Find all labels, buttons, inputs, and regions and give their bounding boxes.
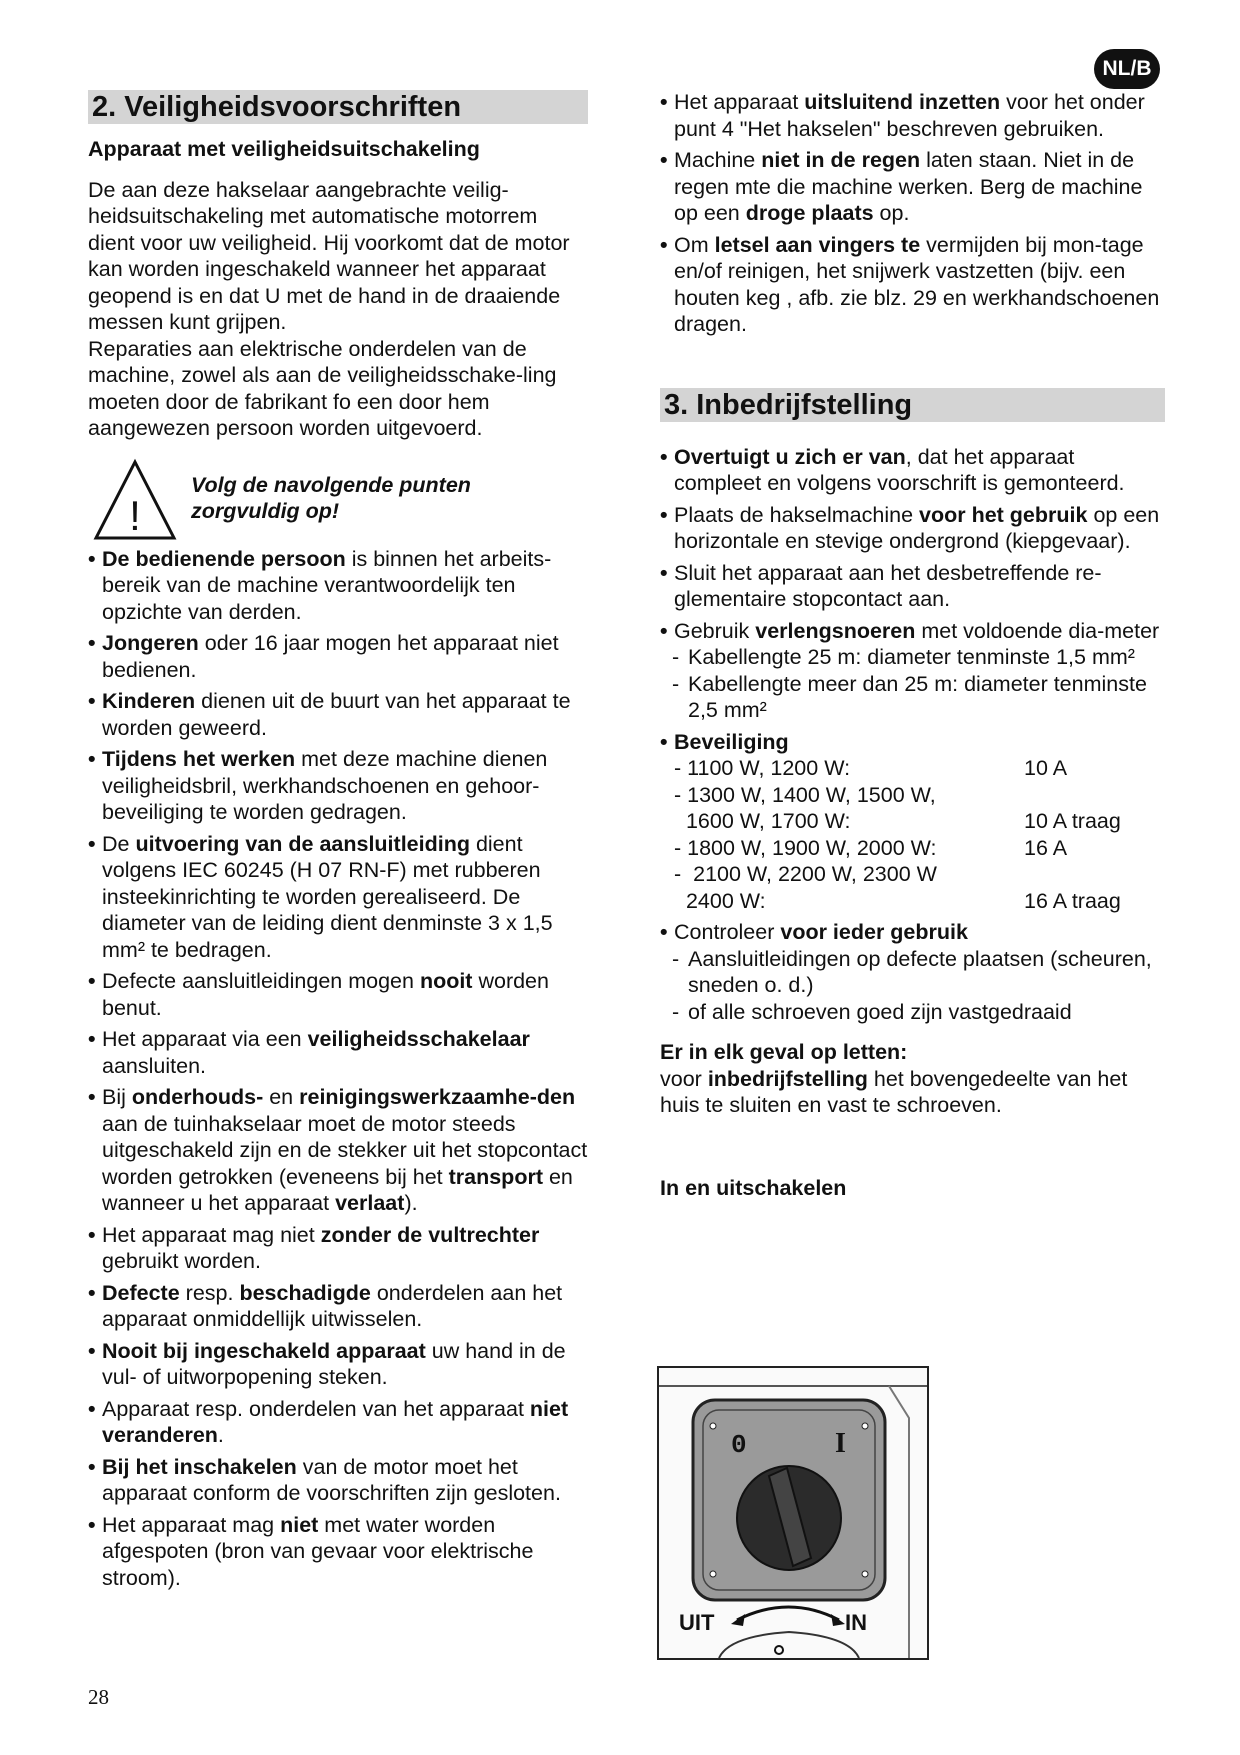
list-item: • Apparaat resp. onderdelen van het apparaat niet veranderen. [88,1396,588,1449]
list-item: • Machine niet in de regen laten staan. Niet in de regen mte die machine werken. Berg de machine op een droge plaats op. [660,147,1165,227]
list-item: - Kabellengte 25 m: diameter tenminste 1,5 mm² [672,645,1135,669]
attention-text: voor inbedrijfstelling het bovengedeelte van het huis te sluiten en vast te schroeven. [660,1066,1128,1117]
page-number: 28 [88,1685,109,1709]
safety-bullet-list-continued [660,89,1165,338]
section-title-commissioning: 3. Inbedrijfstelling [660,388,1165,422]
list-item: • Nooit bij ingeschakeld apparaat uw hand in de vul- of uitworpopening steken. [88,1338,588,1391]
fuse-bullet [660,729,1165,756]
cable-length-list [660,644,1165,724]
commissioning-bullet-list [660,444,1165,645]
fuse-row: - 1100 W, 1200 W: 10 A [674,756,1068,780]
list-item: • Bij het inschakelen van de motor moet het apparaat conform de voorschriften zijn gesloten. [88,1454,588,1507]
list-item: • Defecte resp. beschadigde onderdelen aan het apparaat onmiddellijk uitwisselen. [88,1280,588,1333]
fuse-row: - 2100 W, 2200 W, 2300 W [674,862,937,886]
fuse-row: 1600 W, 1700 W: 10 A traag [674,809,1121,833]
fuse-row: - 1800 W, 1900 W, 2000 W: 16 A [674,835,1068,860]
list-item: • Overtuigt u zich er van, dat het apparaat compleet en volgens voorschrift is gemonteerd. [660,444,1165,497]
list-item: • Sluit het apparaat aan het desbetreffende re-glementaire stopcontact aan. [660,560,1165,613]
rotation-arrow-icon [737,1607,839,1620]
list-item [660,729,1165,756]
list-item: • Het apparaat via een veiligheidsschakelaar aansluiten. [88,1026,588,1079]
switch-on-label: I [835,1428,846,1459]
list-item: • Tijdens het werken met deze machine dienen veiligheidsbril, werkhandschoenen en gehoor-beveiliging te worden gedragen. [88,746,588,826]
check-list [660,946,1165,1026]
switch-figure [657,1366,929,1660]
switch-uit-label: UIT [679,1610,715,1635]
list-item: • Plaats de hakselmachine voor het gebruik op een horizontale en stevige ondergrond (kiepgevaar). [660,502,1165,555]
switch-in-label: IN [845,1610,867,1635]
switch-heading: In en uitschakelen [660,1175,847,1200]
list-item: • Het apparaat mag niet met water worden afgespoten (bron van gevaar voor elektrische stroom). [88,1512,588,1592]
list-item: • Defecte aansluitleidingen mogen nooit worden benut. [88,968,588,1021]
list-item: • Bij onderhouds- en reinigingswerkzaamhe-den aan de tuinhakselaar moet de motor steeds uitgeschakeld zijn en de stekker uit het stopcontact worden getrokken (eveneens bij het transport en wanneer u het apparaat verlaat). [88,1084,588,1217]
list-item: • Controleer voor ieder gebruik [660,919,1165,946]
list-item: • De bedienende persoon is binnen het arbeits-bereik van de machine verantwoordelijk ten opzichte van derden. [88,546,588,626]
warning-symbol: ! [129,491,141,539]
list-item: • Het apparaat uitsluitend inzetten voor het onder punt 4 "Het hakselen" beschreven gebruiken. [660,89,1165,142]
list-item: • Om letsel aan vingers te vermijden bij mon-tage en/of reinigen, het snijwerk vastzetten (bijv. een houten keg , afb. zie blz. 29 en werkhandschoenen dragen. [660,232,1165,338]
paragraph-repairs: Reparaties aan elektrische onderdelen van de machine, zowel als aan de veiligheidsschake-ling moeten door de fabrikant fo een door hem aangewezen persoon worden uitgevoerd. [88,336,557,440]
right-column [660,90,1165,1201]
check-bullet [660,919,1165,946]
paragraph-safety-switch: De aan deze hakselaar aangebrachte veilig-heidsuitschakeling met automatische motorrem dient voor uw veiligheid. Hij voorkomt dat de motor kan worden ingeschakeld wanneer het apparaat geopend is en dat U met de hand in de draaiende messen kunt grijpen. [88,177,570,334]
fuse-row: - 1300 W, 1400 W, 1500 W, [674,782,936,807]
list-item: • Jongeren oder 16 jaar mogen het apparaat niet bedienen. [88,630,588,683]
fuse-row: 2400 W: 16 A traag [674,888,1121,913]
warning-triangle-icon [92,458,178,542]
left-column [88,90,588,1591]
list-item: • Kinderen dienen uit de buurt van het apparaat te worden geweerd. [88,688,588,741]
fuse-table [660,755,1165,914]
list-item: - Kabellengte meer dan 25 m: diameter tenminste 2,5 mm² [672,671,1147,722]
list-item: • Gebruik verlengsnoeren met voldoende dia-meter [660,618,1165,645]
language-badge: NL/B [1094,49,1160,89]
subheading-safety-switch: Apparaat met veiligheidsuitschakeling [88,137,480,161]
list-item: • Het apparaat mag niet zonder de vultrechter gebruikt worden. [88,1222,588,1275]
switch-off-label: 0 [731,1430,747,1460]
fuse-title: Beveiliging [674,729,789,754]
switch-illustration [659,1368,927,1658]
attention-title: Er in elk geval op letten: [660,1040,908,1064]
warning-text: Volg de navolgende punten zorgvuldig op! [191,472,471,523]
warning-block [88,456,588,541]
safety-bullet-list [88,546,588,1592]
section-title-safety: 2. Veiligheidsvoorschriften [88,90,588,124]
list-item: - of alle schroeven goed zijn vastgedraaid [672,999,1072,1024]
list-item: • De uitvoering van de aansluitleiding dient volgens IEC 60245 (H 07 RN-F) met rubberen insteekinrichting te worden gerealiseerd. De diameter van de leiding dient denminste 3 x 1,5 mm² te bedragen. [88,831,588,964]
list-item: - Aansluitleidingen op defecte plaatsen (scheuren, sneden o. d.) [672,946,1152,997]
